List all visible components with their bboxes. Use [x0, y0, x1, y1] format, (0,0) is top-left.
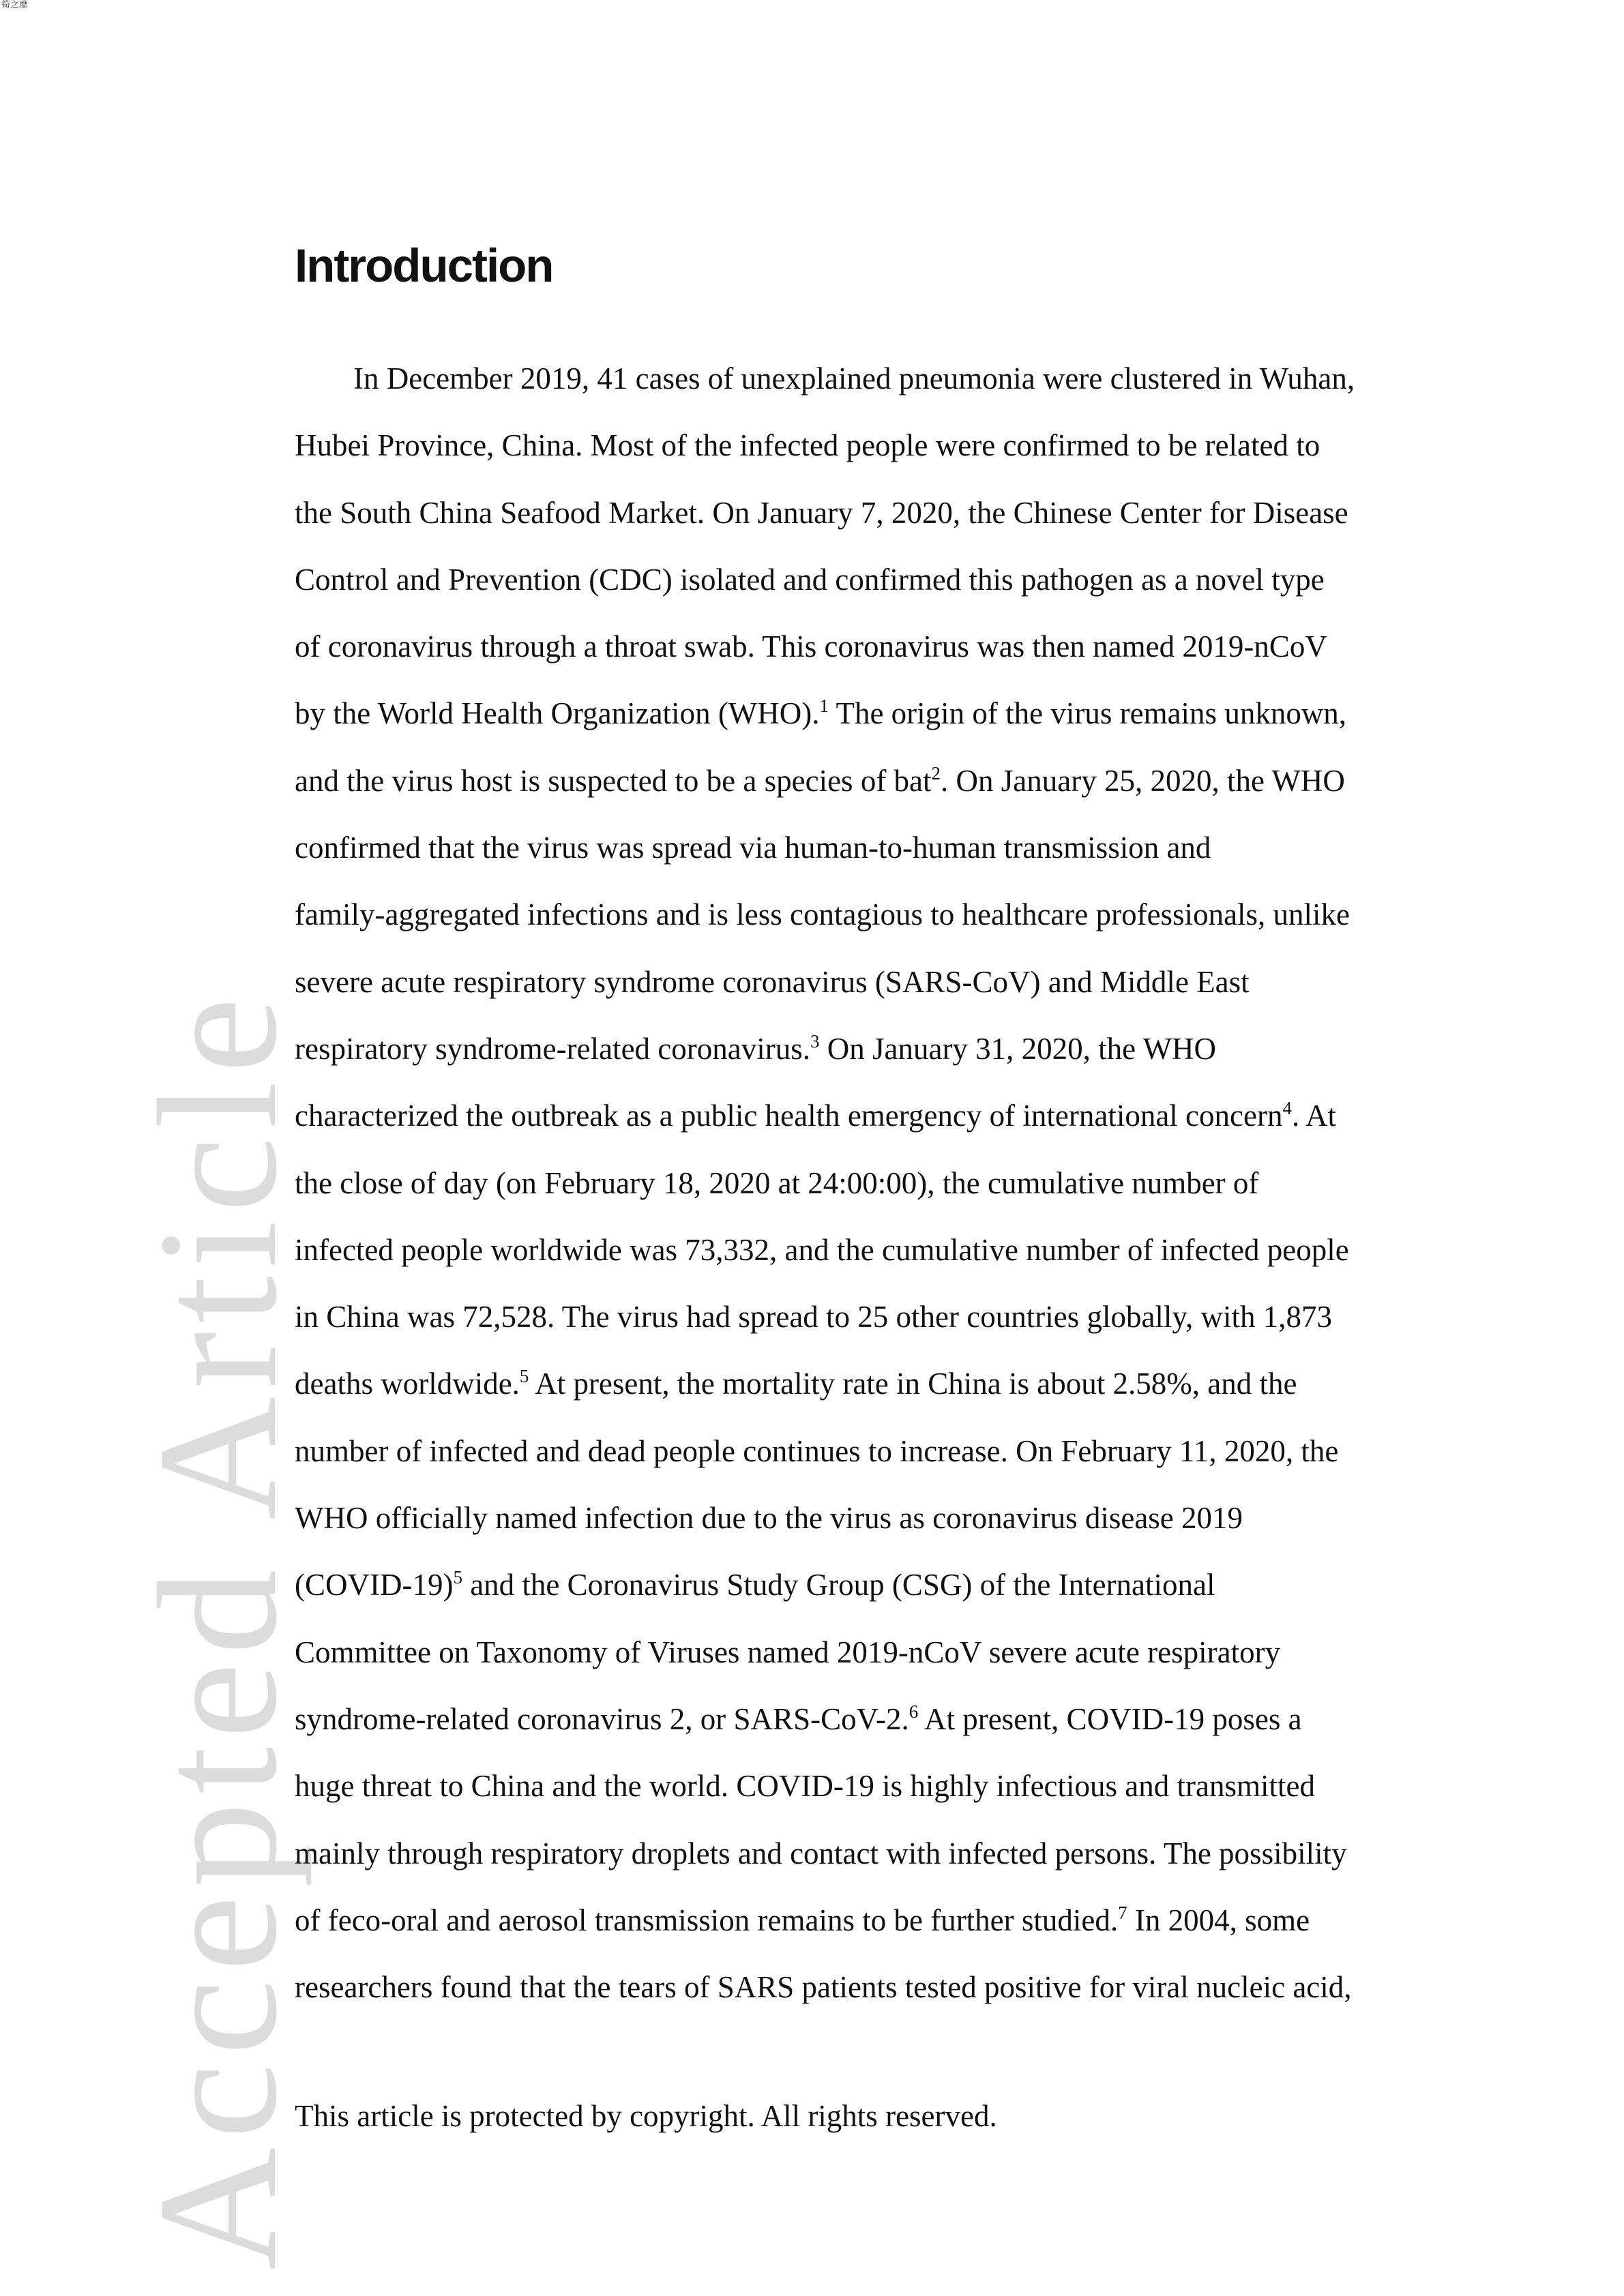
text-line — [295, 1089, 1454, 1156]
line-text: characterized the outbreak as a public health emergency of international concern — [295, 1099, 1283, 1133]
text-line — [295, 1357, 1454, 1424]
text-line: huge threat to China and the world. COVID-19 is highly infectious and transmitted — [295, 1769, 1315, 1804]
line-text: (COVID-19) — [295, 1568, 454, 1602]
line-text: In 2004, some — [1127, 1903, 1310, 1937]
text-line: confirmed that the virus was spread via human-to-human transmission and — [295, 831, 1211, 865]
text-line: researchers found that the tears of SARS patients tested positive for viral nucleic acid, — [295, 1970, 1352, 2005]
text-line — [295, 1022, 1454, 1089]
text-line — [295, 754, 1454, 821]
line-text: At present, the mortality rate in China is about 2.58%, and the — [529, 1367, 1297, 1401]
line-text: syndrome-related coronavirus 2, or SARS-CoV-2. — [295, 1701, 909, 1736]
text-line: in China was 72,528. The virus had spread to 25 other countries globally, with 1,873 — [295, 1300, 1333, 1335]
citation-superscript: 2 — [931, 762, 941, 784]
text-line: number of infected and dead people continues to increase. On February 11, 2020, the — [295, 1433, 1339, 1468]
text-line — [295, 1558, 1454, 1625]
text-line: family-aggregated infections and is less contagious to healthcare professionals, unlike — [295, 897, 1350, 932]
section-heading: Introduction — [295, 239, 553, 292]
body-paragraph — [295, 352, 1454, 2027]
accepted-article-watermark: Accepted Article — [123, 989, 312, 2271]
citation-superscript: 5 — [519, 1366, 529, 1387]
text-line: the South China Seafood Market. On January 7, 2020, the Chinese Center for Disease — [295, 495, 1348, 530]
citation-superscript: 7 — [1118, 1902, 1127, 1923]
text-line: In December 2019, 41 cases of unexplained pneumonia were clustered in Wuhan, — [353, 361, 1355, 396]
text-line — [295, 687, 1454, 754]
citation-superscript: 3 — [810, 1030, 820, 1052]
line-text: by the World Health Organization (WHO). — [295, 696, 820, 731]
line-text: and the virus host is suspected to be a species of bat — [295, 763, 932, 798]
citation-superscript: 6 — [909, 1701, 919, 1722]
line-text: At present, COVID-19 poses a — [918, 1701, 1302, 1736]
text-line: of coronavirus through a throat swab. This coronavirus was then named 2019-nCoV — [295, 629, 1327, 664]
text-line: Committee on Taxonomy of Viruses named 2019-nCoV severe acute respiratory — [295, 1635, 1281, 1669]
citation-superscript: 1 — [819, 696, 829, 717]
line-text: deaths worldwide. — [295, 1367, 520, 1401]
line-text: The origin of the virus remains unknown, — [829, 696, 1347, 731]
text-line: WHO officially named infection due to the virus as coronavirus disease 2019 — [295, 1501, 1243, 1536]
line-text: . On January 25, 2020, the WHO — [941, 763, 1345, 798]
copyright-notice: This article is protected by copyright. All rights reserved. — [295, 2099, 997, 2133]
text-line: mainly through respiratory droplets and contact with infected persons. The possibility — [295, 1836, 1347, 1870]
text-line: severe acute respiratory syndrome coronavirus (SARS-CoV) and Middle East — [295, 964, 1250, 999]
citation-superscript: 5 — [453, 1567, 462, 1588]
text-line — [295, 1894, 1454, 1960]
line-text: respiratory syndrome-related coronavirus. — [295, 1031, 810, 1066]
line-text: . At — [1291, 1099, 1336, 1133]
text-line: infected people worldwide was 73,332, and the cumulative number of infected people — [295, 1232, 1349, 1267]
citation-superscript: 4 — [1282, 1098, 1292, 1119]
line-text: On January 31, 2020, the WHO — [819, 1031, 1217, 1066]
text-line: the close of day (on February 18, 2020 at 24:00:00), the cumulative number of — [295, 1165, 1259, 1200]
text-line: Control and Prevention (CDC) isolated and confirmed this pathogen as a novel type — [295, 562, 1325, 597]
corner-mark: 筍之靡 — [1, 0, 29, 10]
text-line: Hubei Province, China. Most of the infected people were confirmed to be related to — [295, 428, 1320, 463]
line-text: and the Coronavirus Study Group (CSG) of the International — [462, 1568, 1215, 1602]
line-text: of feco-oral and aerosol transmission remains to be further studied. — [295, 1903, 1119, 1937]
text-line — [295, 1693, 1454, 1759]
